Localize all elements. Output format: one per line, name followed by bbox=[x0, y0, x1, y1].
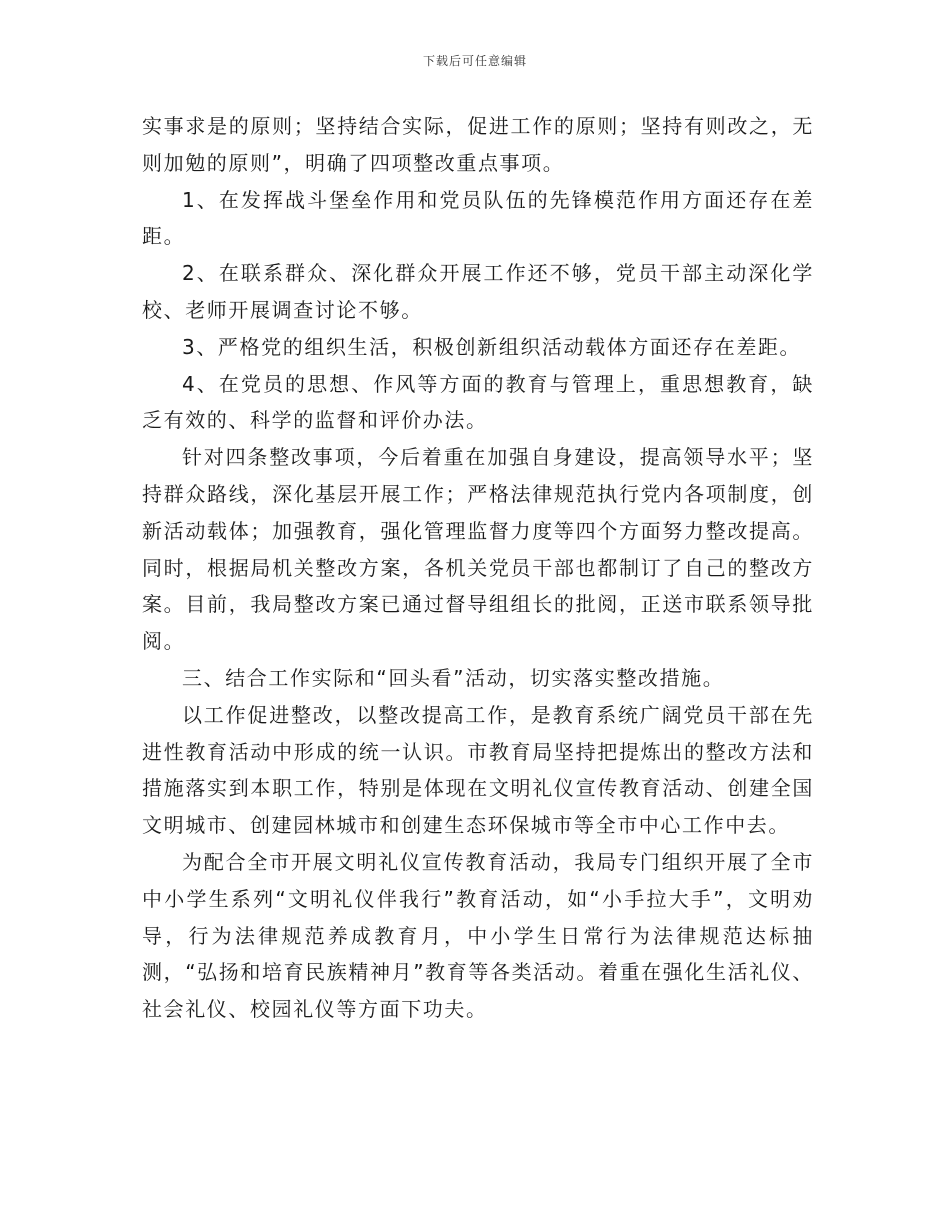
paragraph-item-1: 1、在发挥战斗堡垒作用和党员队伍的先锋模范作用方面还存在差距。 bbox=[142, 187, 814, 249]
document-body bbox=[142, 108, 814, 1028]
paragraph-rectification-plan: 针对四条整改事项，今后着重在加强自身建设，提高领导水平；坚持群众路线，深化基层开展工作；严格法律规范执行党内各项制度，创新活动载体；加强教育，强化管理监督力度等四个方面努力整改提高。同时，根据局机关整改方案，各机关党员干部也都制订了自己的整改方案。目前，我局整改方案已通过督导组组长的批阅，正送市联系领导批阅。 bbox=[142, 445, 814, 654]
page-header-note: 下载后可任意编辑 bbox=[422, 54, 527, 68]
paragraph-etiquette-activities: 为配合全市开展文明礼仪宣传教育活动，我局专门组织开展了全市中小学生系列“文明礼仪伴我行”教育活动，如“小手拉大手”，文明劝导，行为法律规范养成教育月，中小学生日常行为法律规范达标抽测，“弘扬和培育民族精神月”教育等各类活动。着重在强化生活礼仪、社会礼仪、校园礼仪等方面下功夫。 bbox=[142, 849, 815, 1022]
paragraph-item-4: 4、在党员的思想、作风等方面的教育与管理上，重思想教育，缺乏有效的、科学的监督和评价办法。 bbox=[142, 371, 814, 433]
section-heading-three: 三、结合工作实际和“回头看”活动，切实落实整改措施。 bbox=[182, 665, 725, 690]
paragraph-work-promotion: 以工作促进整改，以整改提高工作，是教育系统广阔党员干部在先进性教育活动中形成的统一认识。市教育局坚持把提炼出的整改方法和措施落实到本职工作，特别是体现在文明礼仪宣传教育活动、创建全国文明城市、创建园林城市和创建生态环保城市等全市中心工作中去。 bbox=[142, 702, 814, 838]
paragraph-item-3: 3、严格党的组织生活，积极创新组织活动载体方面还存在差距。 bbox=[182, 334, 802, 359]
paragraph-continuation: 实事求是的原则；坚持结合实际，促进工作的原则；坚持有则改之，无则加勉的原则”，明确了四项整改重点事项。 bbox=[142, 114, 814, 175]
paragraph-item-2: 2、在联系群众、深化群众开展工作还不够，党员干部主动深化学校、老师开展调查讨论不够。 bbox=[142, 261, 814, 322]
